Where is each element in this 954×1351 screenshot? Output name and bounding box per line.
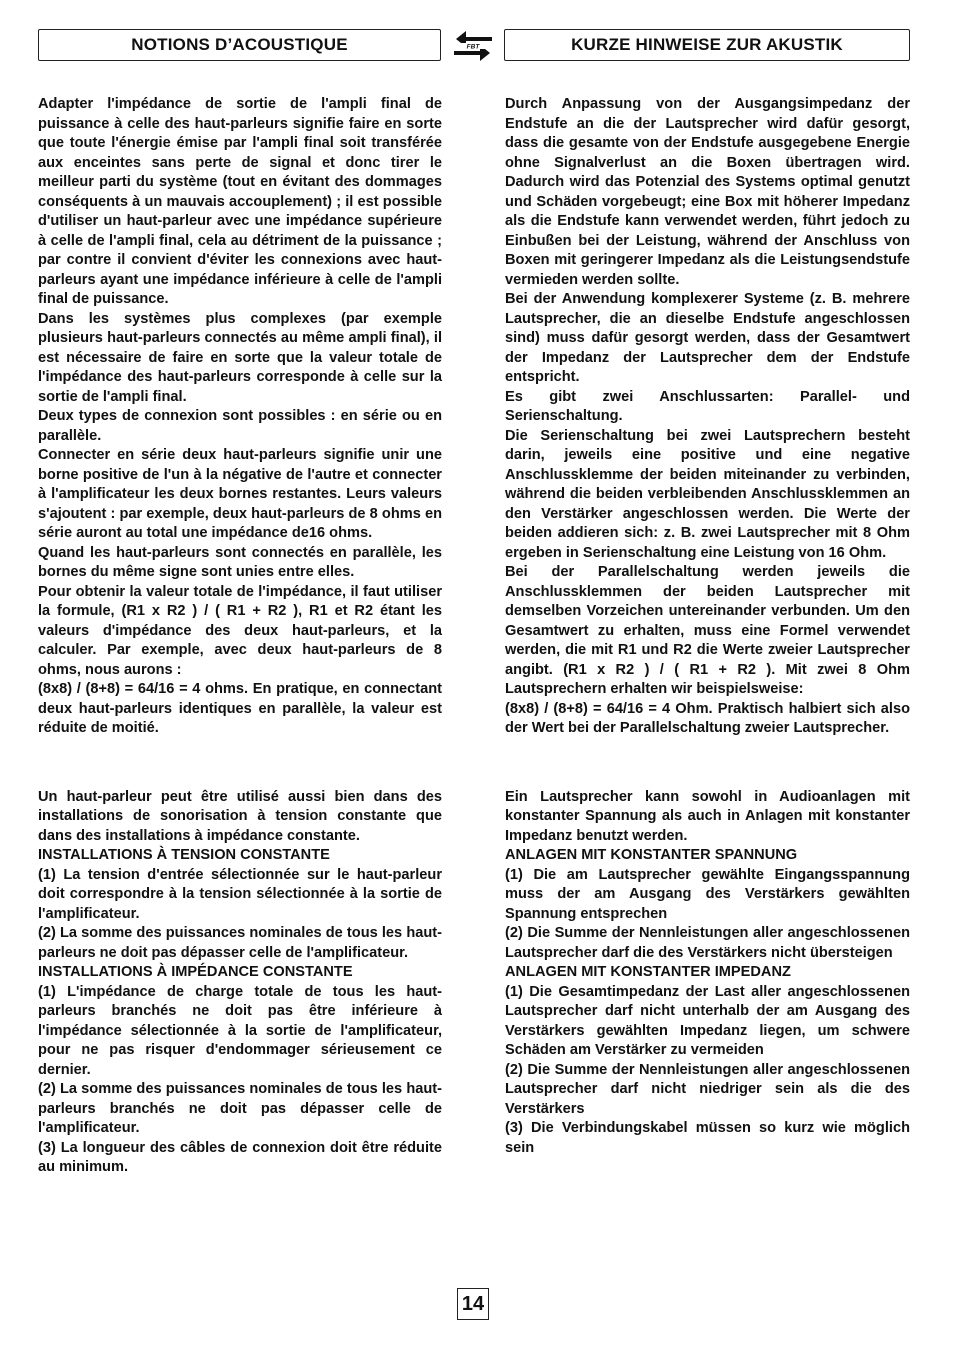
- paragraph: Adapter l'impédance de sortie de l'ampli final de puissance à celle des haut-parleurs signifie faire en sorte que toute l'énergie émise par l'ampli final soit transférée aux enceintes sans perte de signal et donc tirer le meilleur parti du système (tout en évitant des dommages conséquents à un mauvais accouplement) ; il est possible d'utiliser un haut-parleur avec une impédance supérieure à celle de l'ampli final, cela au détriment de la puissance ; par contre il convient d'éviter les connexions avec haut-parleurs ayant une impédance inférieure à celle de l'ampli final de puissance.: [38, 96, 442, 307]
- german-section-title: KURZE HINWEISE ZUR AKUSTIK: [571, 35, 843, 54]
- list-item: (1) Die am Lautsprecher gewählte Eingangsspannung muss der am Ausgang des Verstärkers gewählten Spannung entsprechen: [505, 866, 910, 922]
- paragraph: Pour obtenir la valeur totale de l'impédance, il faut utiliser la formule, (R1 x R2 ) / ( R1 + R2 ), R1 et R2 étant les valeurs d'impédance des deux haut-parleurs, et la calculer. Par exemple, avec deux haut-parleurs de 8 ohms, nous aurons :: [38, 583, 442, 678]
- fbt-arrows-logo-icon: [452, 27, 494, 65]
- paragraph: Es gibt zwei Anschlussarten: Parallel- und Serienschaltung.: [505, 388, 910, 424]
- list-item: (1) L'impédance de charge totale de tous les haut-parleurs branchés ne doit pas être inférieure à l'impédance sélectionnée à la sortie de l'amplificateur, pour ne pas risquer d'endommager sérieusement ce dernier.: [38, 983, 442, 1078]
- paragraph: (8x8) / (8+8) = 64/16 = 4 Ohm. Praktisch halbiert sich also der Wert bei der Parallelschaltung zweier Lautsprecher.: [505, 700, 910, 736]
- paragraph: Bei der Anwendung komplexerer Systeme (z. B. mehrere Lautsprecher, die an dieselbe Endstufe angeschlossen sind) muss dafür gesorgt werden, dass der Gesamtwert der Impedanz der Lautsprecher dem der Endstufe entspricht.: [505, 291, 910, 385]
- page-number-box: [457, 1288, 489, 1320]
- paragraph: Bei der Parallelschaltung werden jeweils die Anschlussklemmen der beiden Lautsprecher mit demselben Vorzeichen untereinander verbunden. Um den Gesamtwert zu erhalten, muss eine Formel verwendet werden, die mit R1 und R2 die Werte zweier Lautsprecher angibt. (R1 x R2 ) / ( R1 + R2 ). Mit zwei 8 Ohm Lautsprechern erhalten wir beispielsweise:: [505, 564, 910, 697]
- paragraph: Die Serienschaltung bei zwei Lautsprechern besteht darin, jeweils eine positive und eine negative Anschlussklemme der beiden miteinander zu verbinden, während die beiden verbleibenden Anschlussklemmen an den Verstärker angeschlossen werden. Die Werte der beiden addieren sich: z. B. zwei Lautsprecher mit 8 Ohm ergeben in Serienschaltung eine Leistung von 16 Ohm.: [505, 427, 910, 561]
- french-section-title-box: [38, 29, 441, 61]
- french-section-title: NOTIONS D’ACOUSTIQUE: [131, 35, 348, 54]
- paragraph: Durch Anpassung von der Ausgangsimpedanz der Endstufe an die der Lautsprecher wird dafür gesorgt, dass die gesamte von der Endstufe ausgegebene Energie ohne Signalverlust an die Boxen übertragen wird. Dadurch wird das Potenzial des Systems optimal genutzt und Schäden vorgebeugt; eine Box mit höherer Impedanz als die Endstufe kann verwendet werden, führt jedoch zu Einbußen bei der Leistung, während der Anschluss von Boxen mit geringerer Impedanz als die Leistungsendstufe vermieden werden sollte.: [505, 96, 910, 288]
- german-section-title-box: [504, 29, 910, 61]
- paragraph: Connecter en série deux haut-parleurs signifie unir une borne positive de l'un à la négative de l'autre et connecter à l'amplificateur les deux bornes restantes. Leurs valeurs s'ajoutent : par exemple, deux haut-parleurs de 8 ohms en série auront au total une impédance de16 ohms.: [38, 447, 442, 541]
- list-item: (3) Die Verbindungskabel müssen so kurz wie möglich sein: [505, 1120, 910, 1156]
- subheading: INSTALLATIONS À IMPÉDANCE CONSTANTE: [38, 964, 353, 980]
- french-column: [38, 95, 442, 1178]
- logo-text: FBT: [466, 43, 480, 51]
- paragraph: (8x8) / (8+8) = 64/16 = 4 ohms. En pratique, en connectant deux haut-parleurs identiques en parallèle, la valeur est réduite de moitié.: [38, 681, 442, 736]
- paragraph: Ein Lautsprecher kann sowohl in Audioanlagen mit konstanter Spannung als auch in Anlagen mit konstanter Impedanz benutzt werden.: [505, 788, 910, 844]
- subheading: ANLAGEN MIT KONSTANTER IMPEDANZ: [505, 964, 791, 980]
- paragraph: Deux types de connexion sont possibles : en série ou en parallèle.: [38, 408, 442, 444]
- subheading: ANLAGEN MIT KONSTANTER SPANNUNG: [505, 847, 798, 863]
- list-item: (2) La somme des puissances nominales de tous les haut-parleurs branchés ne doit pas dépasser celle de l'amplificateur.: [38, 1081, 442, 1136]
- list-item: (3) La longueur des câbles de connexion doit être réduite au minimum.: [38, 1139, 442, 1175]
- list-item: (2) Die Summe der Nennleistungen aller angeschlossenen Lautsprecher darf nicht niedriger sein als die des Verstärkers: [505, 1061, 910, 1117]
- paragraph: Un haut-parleur peut être utilisé aussi bien dans des installations de sonorisation à tension constante que dans des installations à impédance constante.: [38, 788, 442, 844]
- german-column: [505, 95, 910, 1158]
- paragraph: Dans les systèmes plus complexes (par exemple plusieurs haut-parleurs connectés au même ampli final), il est nécessaire de faire en sorte que la valeur totale de l'impédance des haut-parleurs corresponde à celle sur la sortie de l'ampli final.: [38, 310, 442, 405]
- list-item: (2) Die Summe der Nennleistungen aller angeschlossenen Lautsprecher darf die des Verstärkers nicht übersteigen: [505, 925, 910, 961]
- list-item: (2) La somme des puissances nominales de tous les haut-parleurs ne doit pas dépasser celle de l'amplificateur.: [38, 925, 442, 961]
- subheading: INSTALLATIONS À TENSION CONSTANTE: [38, 847, 330, 863]
- page-number: 14: [461, 1292, 485, 1315]
- list-item: (1) Die Gesamtimpedanz der Last aller angeschlossenen Lautsprecher darf nicht unterhalb der am Ausgang des Verstärkers gewählten Impedanz liegen, um schwere Schäden am Verstärker zu vermeiden: [505, 983, 910, 1058]
- list-item: (1) La tension d'entrée sélectionnée sur le haut-parleur doit correspondre à la tension sélectionnée à la sortie de l'amplificateur.: [38, 866, 442, 922]
- paragraph: Quand les haut-parleurs sont connectés en parallèle, les bornes du même signe sont unies entre elles.: [38, 544, 442, 580]
